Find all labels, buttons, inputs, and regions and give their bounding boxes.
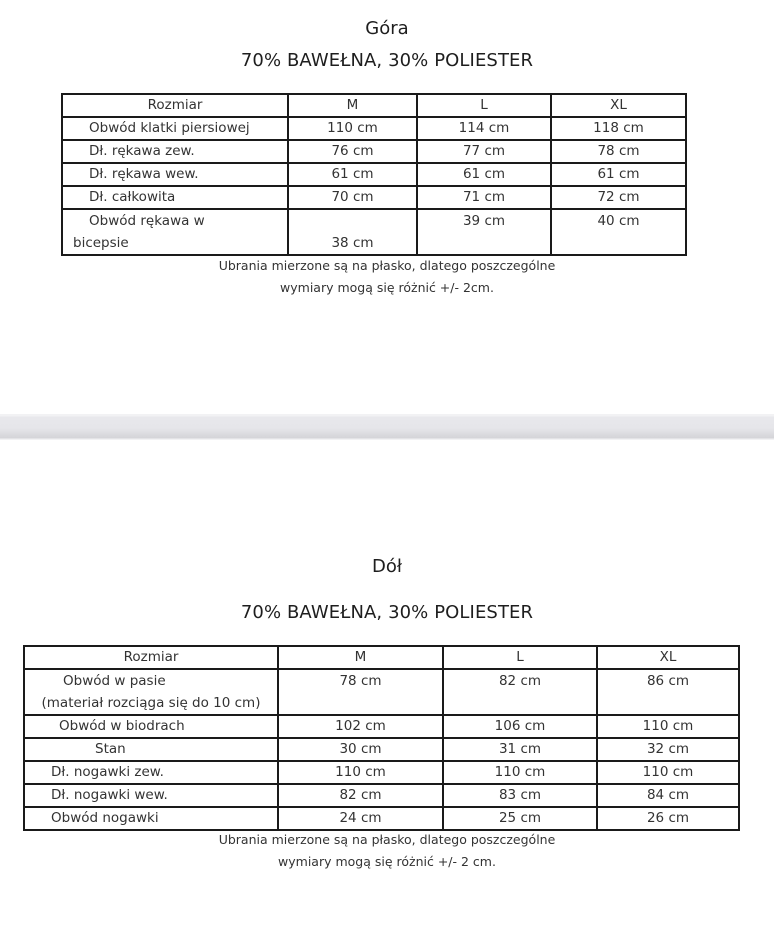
bottom-size-table [23,645,740,831]
value-cell-m: 76 cm [288,140,417,163]
value-cell-xl: 86 cm [597,669,739,715]
row-label: Stan [24,738,278,761]
top-size-table [61,93,687,256]
value-cell-xl: 61 cm [551,163,686,186]
value-cell-l: 71 cm [417,186,551,209]
header-cell-l: L [417,94,551,117]
header-cell-xl: XL [597,646,739,669]
header-cell-xl: XL [551,94,686,117]
bottom-measurement-note [0,829,774,873]
table-row [62,163,686,186]
table-row [62,140,686,163]
row-label: Dł. nogawki zew. [24,761,278,784]
value-cell-l: 25 cm [443,807,597,830]
row-label-line2: (materiał rozciąga się do 10 cm) [41,695,261,711]
row-label-line1: Obwód rękawa w [89,213,205,229]
row-label: Dł. nogawki wew. [24,784,278,807]
note-line1: Ubrania mierzone są na płasko, dlatego poszczególne [218,832,556,847]
table-row [62,209,686,255]
header-cell-m: M [278,646,443,669]
value-cell-m: 38 cm [288,209,417,255]
table-row [24,807,739,830]
header-cell-l: L [443,646,597,669]
value-cell-l: 83 cm [443,784,597,807]
table-row [62,117,686,140]
row-label: Obwód nogawki [24,807,278,830]
value-cell-xl: 26 cm [597,807,739,830]
table-row [24,784,739,807]
row-label: Obwód klatki piersiowej [62,117,288,140]
value-cell-l: 61 cm [417,163,551,186]
note-line1: Ubrania mierzone są na płasko, dlatego poszczególne [218,258,556,273]
table-row [24,738,739,761]
value-cell-xl: 84 cm [597,784,739,807]
top-section-title: Góra [365,18,409,39]
value-cell-m: 102 cm [278,715,443,738]
header-cell-size: Rozmiar [62,94,288,117]
row-label [62,209,288,255]
value-cell-xl: 72 cm [551,186,686,209]
table-row [24,761,739,784]
value-cell-m: 24 cm [278,807,443,830]
value-cell-xl: 78 cm [551,140,686,163]
header-cell-size: Rozmiar [24,646,278,669]
bottom-section-title: Dół [372,556,402,577]
value-cell-m: 78 cm [278,669,443,715]
value-cell-xl: 110 cm [597,715,739,738]
bottom-material-label: 70% BAWEŁNA, 30% POLIESTER [240,602,534,623]
value-cell-m: 70 cm [288,186,417,209]
value-cell-l: 39 cm [417,209,551,255]
value-cell-l: 82 cm [443,669,597,715]
top-measurement-note [0,255,774,299]
note-line2: wymiary mogą się różnić +/- 2cm. [280,280,494,295]
row-label [24,669,278,715]
row-label: Dł. całkowita [62,186,288,209]
value-cell-xl: 32 cm [597,738,739,761]
header-cell-m: M [288,94,417,117]
value-cell-l: 114 cm [417,117,551,140]
value-cell-m: 110 cm [288,117,417,140]
table-header-row [24,646,739,669]
row-label-line1: Obwód w pasie [63,673,166,689]
value-cell-m: 110 cm [278,761,443,784]
value-cell-xl: 110 cm [597,761,739,784]
value-cell-l: 110 cm [443,761,597,784]
section-divider [0,414,774,440]
value-cell-l: 31 cm [443,738,597,761]
top-material-label: 70% BAWEŁNA, 30% POLIESTER [240,50,534,71]
row-label: Dł. rękawa wew. [62,163,288,186]
table-row [62,186,686,209]
value-cell-m: 30 cm [278,738,443,761]
value-cell-m: 61 cm [288,163,417,186]
row-label-line2: bicepsie [73,235,129,251]
value-cell-m: 82 cm [278,784,443,807]
value-cell-xl: 118 cm [551,117,686,140]
table-row [24,715,739,738]
value-cell-l: 106 cm [443,715,597,738]
table-row [24,669,739,715]
row-label: Dł. rękawa zew. [62,140,288,163]
value-cell-l: 77 cm [417,140,551,163]
row-label: Obwód w biodrach [24,715,278,738]
note-line2: wymiary mogą się różnić +/- 2 cm. [278,854,496,869]
value-cell-xl: 40 cm [551,209,686,255]
table-header-row [62,94,686,117]
